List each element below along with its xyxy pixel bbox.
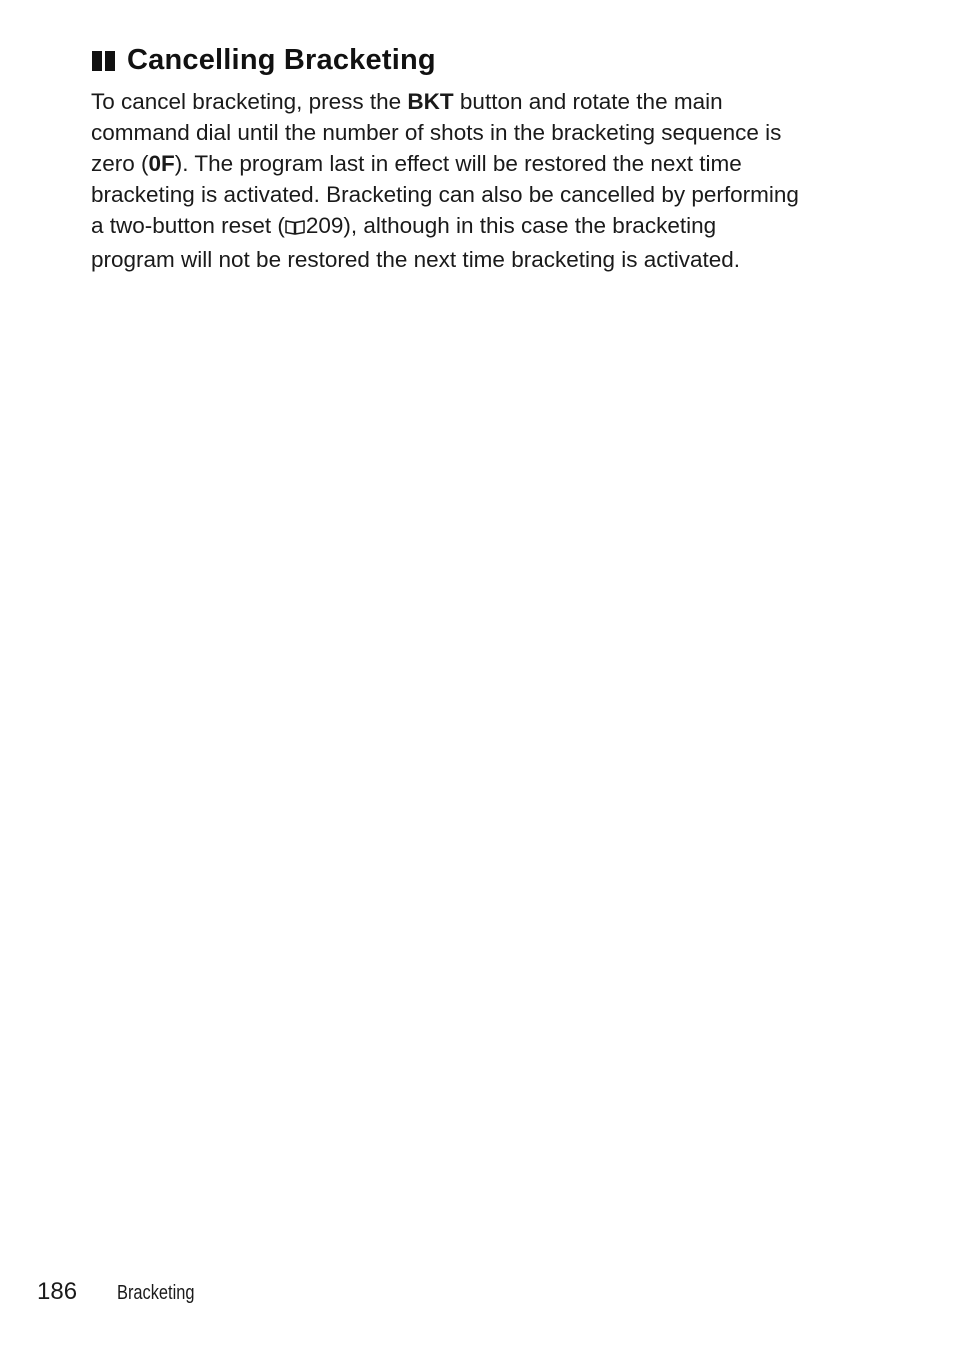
paragraph-line: zero (0F). The program last in effect will be restored the next time xyxy=(91,151,742,176)
footer-section-name: Bracketing xyxy=(117,1282,195,1304)
page-reference[interactable]: 209 xyxy=(305,213,344,238)
paragraph-line: To cancel bracketing, press the BKT button and rotate the main xyxy=(91,89,723,114)
body-paragraph xyxy=(91,86,871,275)
paragraph-line: program will not be restored the next time bracketing is activated. xyxy=(91,247,741,272)
page-number: 186 xyxy=(37,1278,78,1305)
paragraph-line: bracketing is activated. Bracketing can also be cancelled by performing xyxy=(91,182,799,207)
paragraph-line: command dial until the number of shots in the bracketing sequence is xyxy=(91,120,782,145)
section-title: Cancelling Bracketing xyxy=(127,44,436,76)
page-footer xyxy=(37,1278,212,1306)
zero-shots-value: 0F xyxy=(148,151,175,176)
section-marker-icon xyxy=(92,51,115,71)
book-icon xyxy=(285,213,305,244)
paragraph-line: a two-button reset ( 209), although in this case the bracketing xyxy=(91,210,871,244)
section-heading xyxy=(92,44,436,77)
bkt-button-name: BKT xyxy=(407,89,454,114)
